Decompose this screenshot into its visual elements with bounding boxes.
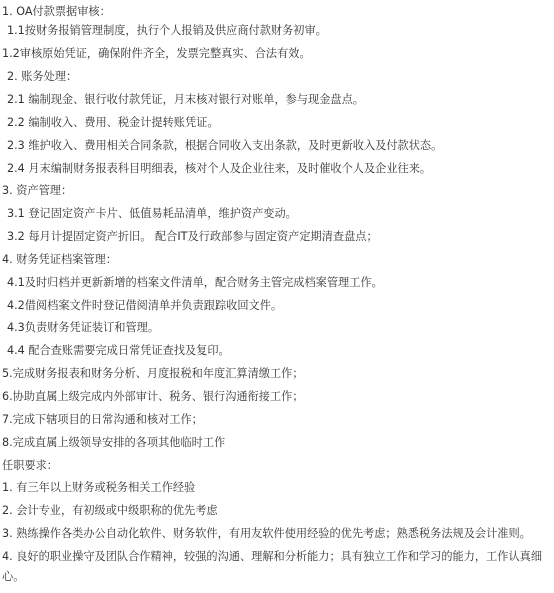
list-item: 3. 熟练操作各类办公自动化软件、财务软件，有用友软件使用经验的优先考虑；熟悉税务法规及会计准则。 <box>2 527 531 540</box>
section-heading-voucher-archive: 4. 财务凭证档案管理： <box>2 253 117 266</box>
list-item: 8.完成直属上级领导安排的各项其他临时工作 <box>2 436 226 449</box>
list-item: 1. 有三年以上财务或税务相关工作经验 <box>2 481 196 494</box>
list-item: 4.1及时归档并更新新增的档案文件清单，配合财务主管完成档案管理工作。 <box>7 276 383 289</box>
list-item: 5.完成财务报表和财务分析、月度报税和年度汇算清缴工作； <box>2 367 304 380</box>
section-heading-accounting: 2. 账务处理： <box>7 70 78 83</box>
list-item: 2. 会计专业，有初级或中级职称的优先考虑 <box>2 504 218 517</box>
section-heading-asset-management: 3. 资产管理： <box>2 184 73 197</box>
list-item: 2.3 维护收入、费用相关合同条款，根据合同收入支出条款，及时更新收入及付款状态。 <box>7 139 443 152</box>
list-item: 3.1 登记固定资产卡片、低值易耗品清单，维护资产变动。 <box>7 207 297 220</box>
list-item: 2.1 编制现金、银行收付款凭证，月末核对银行对账单，参与现金盘点。 <box>7 93 364 106</box>
list-item: 4.2借阅档案文件时登记借阅清单并负责跟踪收回文件。 <box>7 299 283 312</box>
section-heading-requirements: 任职要求： <box>2 459 58 472</box>
list-item: 7.完成下辖项目的日常沟通和核对工作； <box>2 413 203 426</box>
list-item: 4.3负责财务凭证装订和管理。 <box>7 321 160 334</box>
list-item: 2.4 月末编制财务报表科目明细表，核对个人及企业往来，及时催收个人及企业往来。 <box>7 162 432 175</box>
list-item: 3.2 每月计提固定资产折旧。 配合IT及行政部参与固定资产定期清查盘点； <box>7 230 378 243</box>
list-item: 1.1按财务报销管理制度，执行个人报销及供应商付款财务初审。 <box>7 24 327 37</box>
list-item: 6.协助直属上级完成内外部审计、税务、银行沟通衔接工作； <box>2 390 304 403</box>
list-item: 1.2审核原始凭证，确保附件齐全，发票完整真实、合法有效。 <box>2 47 311 60</box>
list-item: 4.4 配合查账需要完成日常凭证查找及复印。 <box>7 344 230 357</box>
list-item: 2.2 编制收入、费用、税金计提转账凭证。 <box>7 116 219 129</box>
section-heading-oa-payment-review: 1. OA付款票据审核： <box>2 5 111 18</box>
list-item: 4. 良好的职业操守及团队合作精神，较强的沟通、理解和分析能力；具有独立工作和学习的能力，工作认真细心。 <box>2 550 543 583</box>
